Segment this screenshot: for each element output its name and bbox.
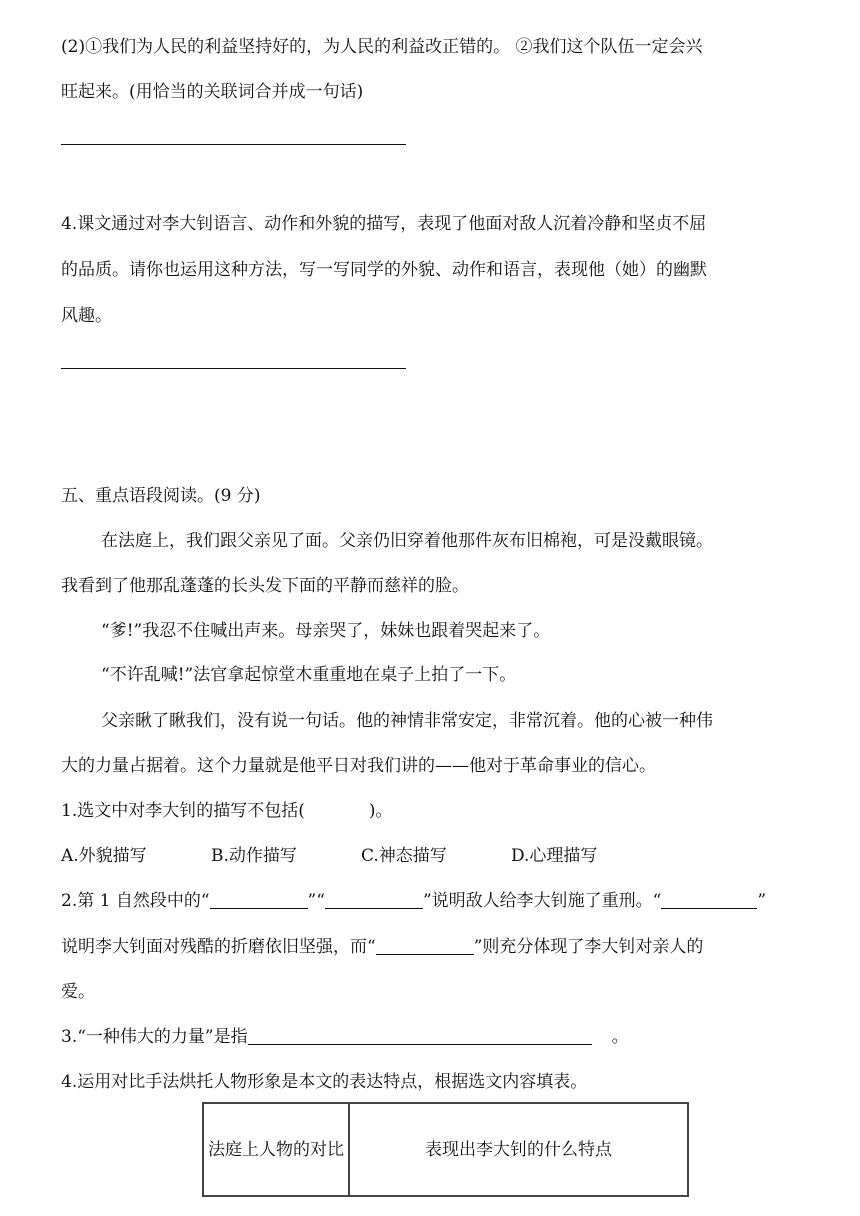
option-a[interactable]: A.外貌描写 (61, 846, 147, 866)
passage-line: “不许乱喊!”法官拿起惊堂木重重地在桌子上拍了一下。 (101, 665, 517, 685)
answer-line-q3-2[interactable] (61, 144, 406, 145)
q5-4-stem: 4.运用对比手法烘托人物形象是本文的表达特点，根据选文内容填表。 (61, 1072, 588, 1092)
q5-2-blank-1[interactable] (210, 891, 308, 909)
q5-2-text: 说明李大钊面对残酷的折磨依旧坚强，而“ (61, 937, 376, 957)
q5-2-text: ”“ (307, 891, 325, 911)
q3-2-line1: (2)①我们为人民的利益坚持好的，为人民的利益改正错的。 ②我们这个队伍一定会兴 (61, 37, 703, 57)
q5-3-stem: 3.“一种伟大的力量”是指 (61, 1027, 248, 1047)
q5-2-text: ”则充分体现了李大钊对亲人的 (473, 937, 704, 957)
q5-1-options (61, 845, 597, 867)
q5-2-line1 (61, 890, 766, 912)
q4-line2: 的品质。请你也运用这种方法，写一写同学的外貌、动作和语言，表现他（她）的幽默 (61, 260, 707, 280)
q5-2-text: ” (757, 891, 767, 911)
passage-line: “爹!”我忍不住喊出声来。母亲哭了，妹妹也跟着哭起来了。 (101, 621, 551, 641)
table-header-cell: 法庭上人物的对比 (203, 1103, 349, 1196)
q5-2-text: 2.第 1 自然段中的“ (61, 891, 210, 911)
q5-3-end: 。 (611, 1027, 629, 1047)
q3-2-line2: 旺起来。(用恰当的关联词合并成一句话) (61, 82, 364, 102)
q5-1-stem (61, 800, 393, 822)
passage-line: 大的力量占据着。这个力量就是他平日对我们讲的——他对于革命事业的信心。 (61, 756, 656, 776)
passage-line: 父亲瞅了瞅我们，没有说一句话。他的神情非常安定，非常沉着。他的心被一种伟 (101, 711, 713, 731)
q5-2-blank-3[interactable] (661, 891, 757, 909)
q5-3-answer-blank[interactable] (248, 1027, 592, 1045)
table-header-cell: 表现出李大钊的什么特点 (349, 1103, 688, 1196)
option-b[interactable]: B.动作描写 (211, 846, 297, 866)
q5-2-blank-2[interactable] (325, 891, 423, 909)
q4-line3: 风趣。 (61, 306, 112, 326)
comparison-table (202, 1102, 689, 1197)
q5-2-line3: 爱。 (61, 982, 95, 1002)
q5-2-text: ”说明敌人给李大钊施了重刑。“ (422, 891, 662, 911)
q4-line1: 4.课文通过对李大钊语言、动作和外貌的描写，表现了他面对敌人沉着冷静和坚贞不屈 (61, 214, 707, 234)
passage-line: 我看到了他那乱蓬蓬的长头发下面的平静而慈祥的脸。 (61, 576, 469, 596)
q5-2-line2 (61, 936, 703, 958)
answer-line-q4[interactable] (61, 368, 406, 369)
q5-2-blank-4[interactable] (376, 937, 474, 955)
section5-heading: 五、重点语段阅读。(9 分) (61, 486, 261, 506)
option-d[interactable]: D.心理描写 (511, 846, 598, 866)
q5-1-stem-a: 1.选文中对李大钊的描写不包括( (61, 801, 305, 821)
q5-1-stem-b: )。 (368, 801, 393, 821)
q5-3-line (61, 1026, 629, 1048)
passage-line: 在法庭上，我们跟父亲见了面。父亲仍旧穿着他那件灰布旧棉袍，可是没戴眼镜。 (101, 531, 713, 551)
option-c[interactable]: C.神态描写 (361, 846, 447, 866)
